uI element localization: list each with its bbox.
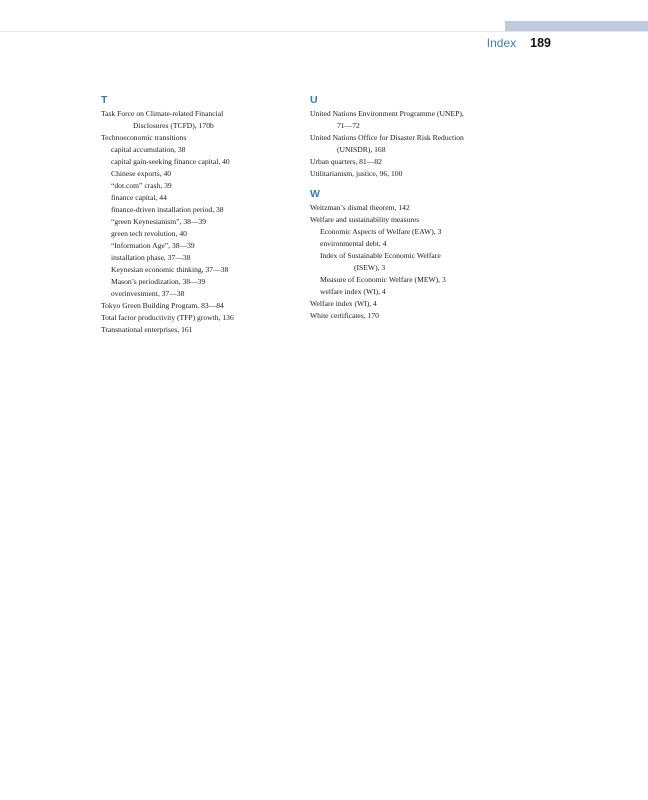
index-subentry: Index of Sustainable Economic Welfare (ISEW), 3 [320,251,441,272]
index-letter-w: W [310,188,320,200]
section-name: Index [486,36,517,50]
index-entry: Technoeconomic transitions [101,133,187,142]
index-subentry: welfare index (WI), 4 [320,287,386,296]
index-subentry: finance-driven installation period, 38 [111,205,224,214]
index-subentry: Measure of Economic Welfare (MEW), 3 [320,275,446,284]
index-entry: Utilitarianism, justice, 96, 100 [310,169,403,178]
index-subentry: “Information Age”, 38—39 [111,241,195,250]
header-accent-bar [505,21,648,31]
index-entry: Tokyo Green Building Program, 83—84 [101,301,224,310]
index-subentry: Mason’s periodization, 38—39 [111,277,206,286]
index-letter-t: T [101,94,108,106]
index-subentry: Chinese exports, 40 [111,169,172,178]
index-entry: Task Force on Climate-related Financial Disclosures (TCFD), 170b [101,109,224,130]
index-subentry: overinvestment, 37—38 [111,289,185,298]
index-subentry: Keynesian economic thinking, 37—38 [111,265,229,274]
index-subentry: finance capital, 44 [111,193,167,202]
index-entry: Urban quarters, 81—82 [310,157,382,166]
index-entry: United Nations Office for Disaster Risk Reduction (UNISDR), 168 [310,133,464,154]
index-entry: United Nations Environment Programme (UNEP), 71—72 [310,109,464,130]
index-column-right [310,94,510,322]
index-subentry: installation phase, 37—38 [111,253,191,262]
index-entry: Total factor productivity (TFP) growth, 136 [101,313,234,322]
running-head [487,36,551,50]
index-entry: Transnational enterprises, 161 [101,325,193,334]
index-column-left [101,94,291,336]
index-letter-u: U [310,94,318,106]
index-entry: White certificates, 170 [310,311,379,320]
header-rule [0,31,648,32]
index-subentry: environmental debt, 4 [320,239,387,248]
index-entry: Weitzman’s dismal theorem, 142 [310,203,410,212]
index-subentry: green tech revolution, 40 [111,229,187,238]
page-number: 189 [530,36,551,50]
index-subentry: capital accumulation, 38 [111,145,186,154]
index-subentry: “dot.com” crash, 39 [111,181,172,190]
index-entry: Welfare index (WI), 4 [310,299,377,308]
index-subentry: Economic Aspects of Welfare (EAW), 3 [320,227,442,236]
index-subentry: capital gain-seeking finance capital, 40 [111,157,230,166]
index-entry: Welfare and sustainability measures [310,215,420,224]
index-subentry: “green Keynesianism”, 38—39 [111,217,207,226]
